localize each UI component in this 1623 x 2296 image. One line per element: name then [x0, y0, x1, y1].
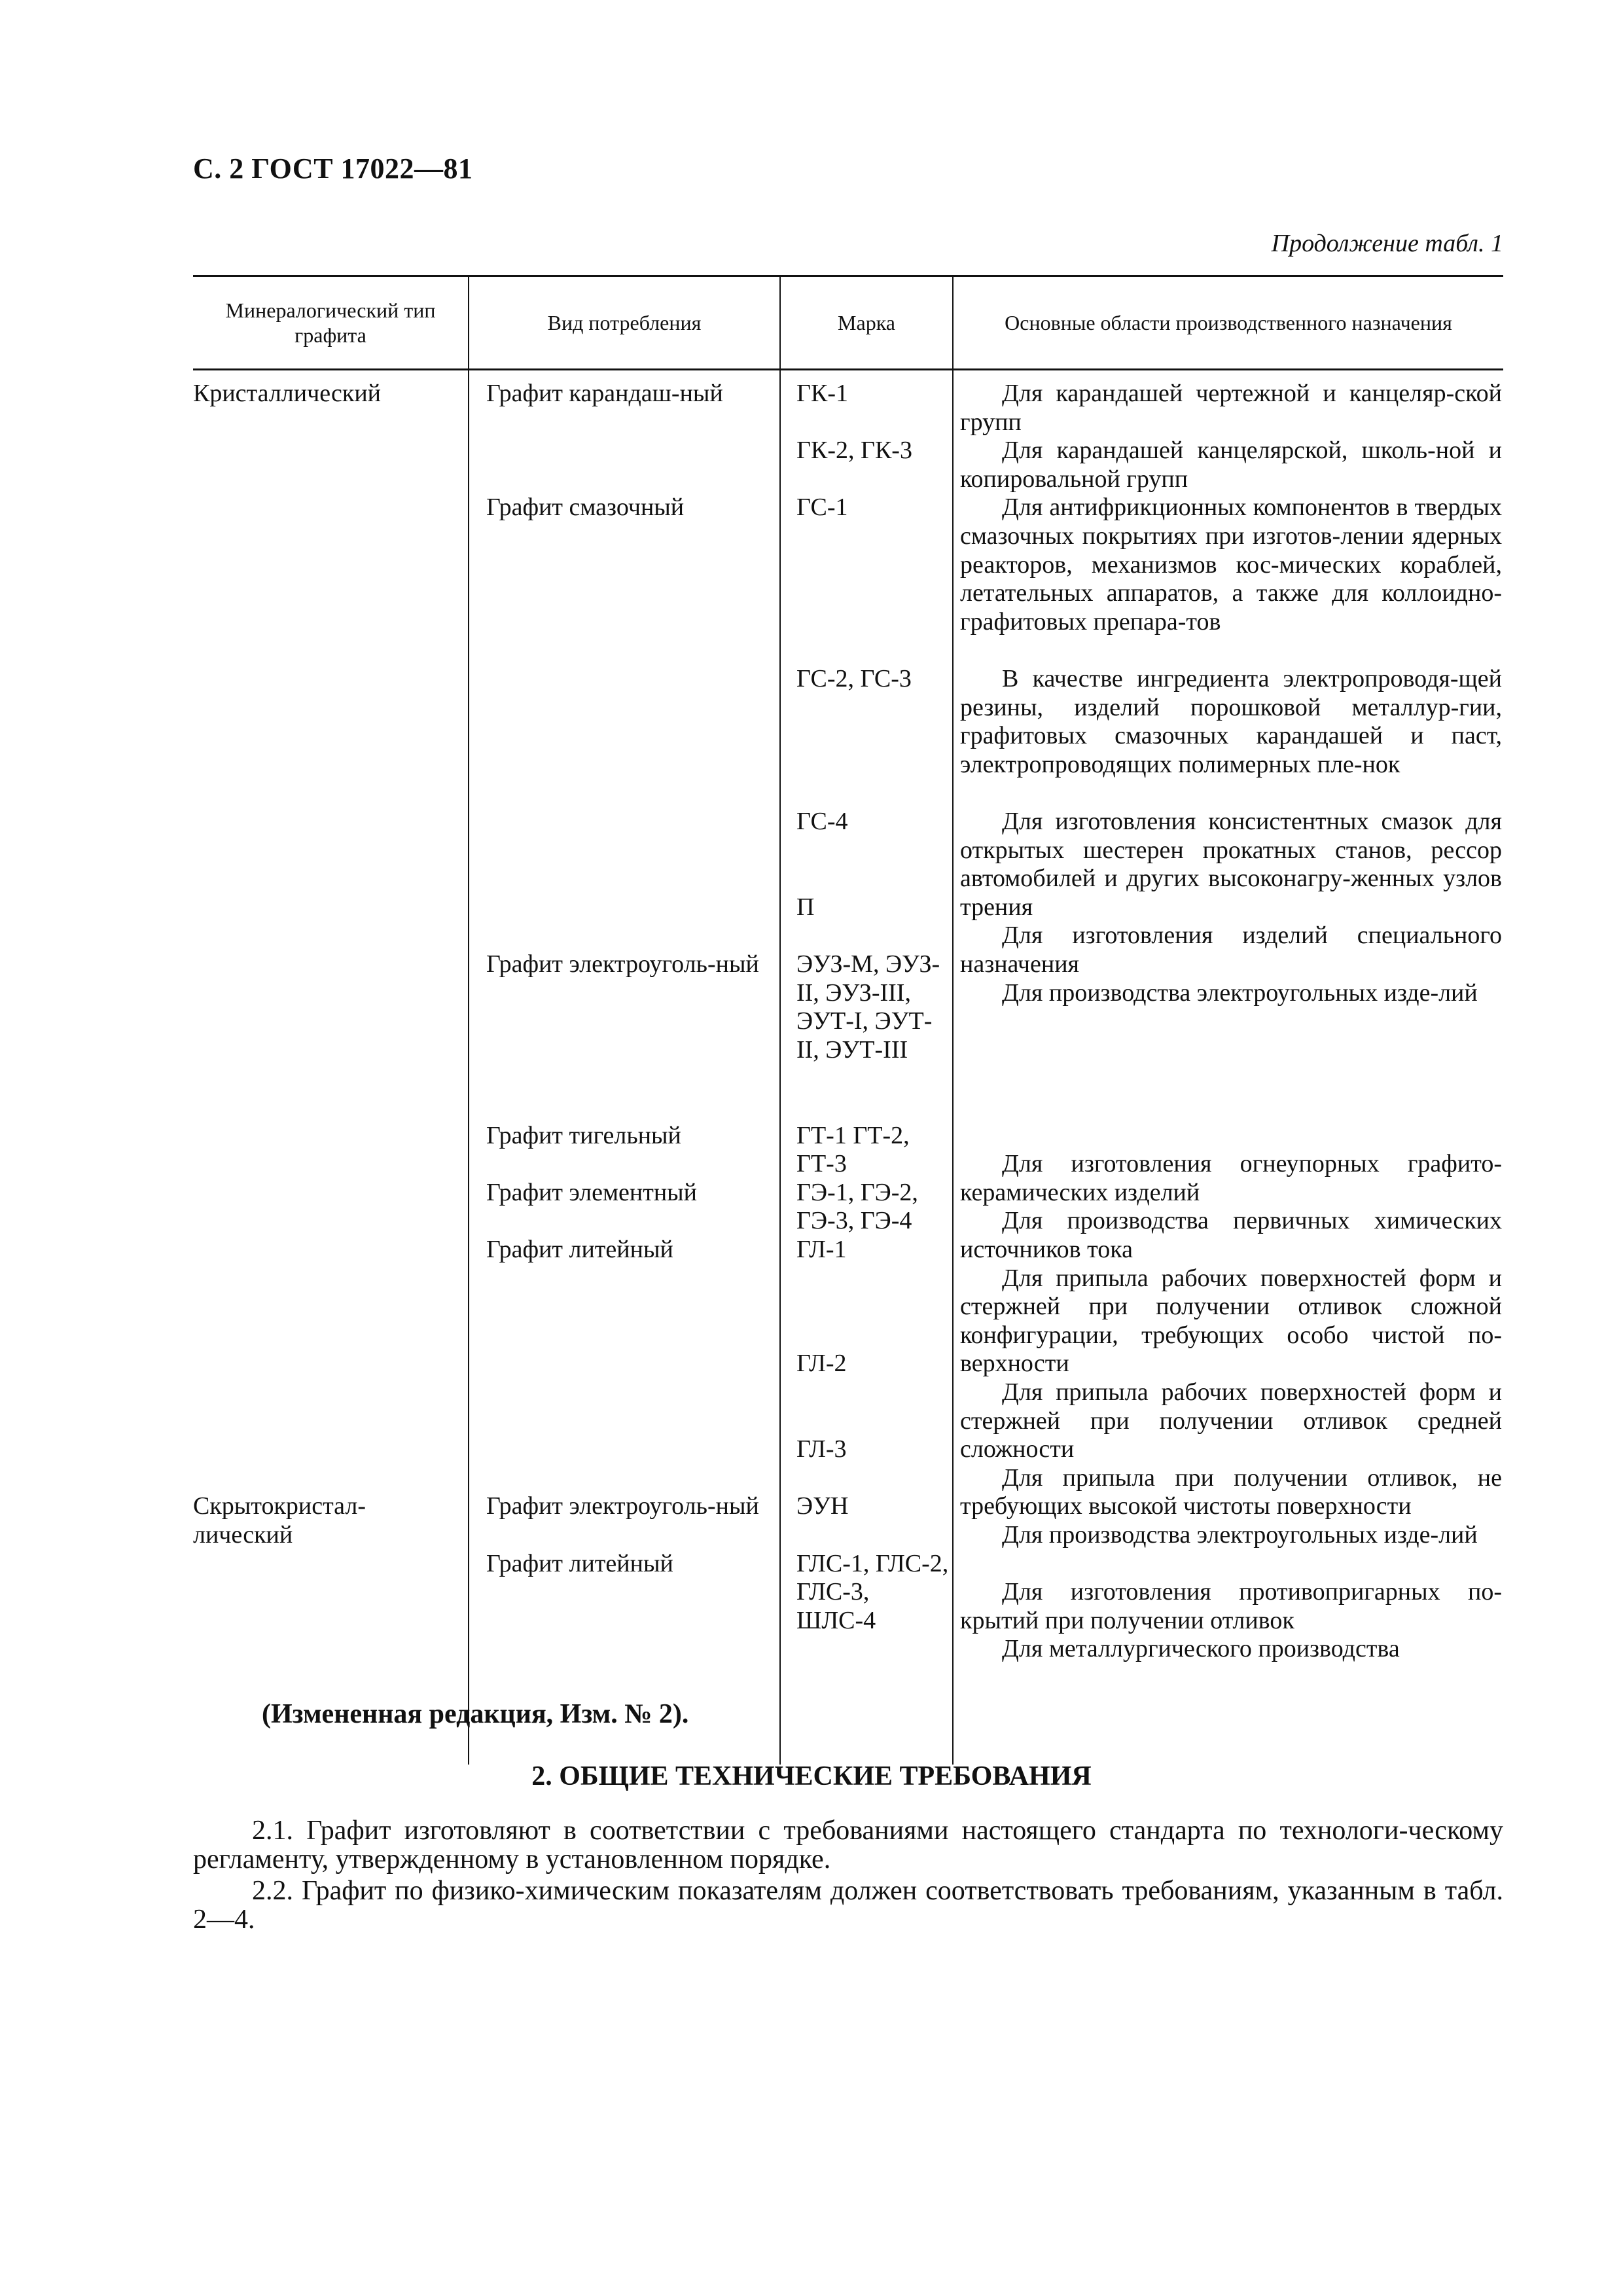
grade-cell: ГС-1 [796, 493, 848, 522]
grade-cell: ГЛ-3 [796, 1435, 847, 1463]
grade-cell: ГТ-1 ГТ-2, ГТ-3 [796, 1121, 910, 1178]
graphite-table [193, 275, 1503, 1765]
consumption-type-cell: Графит литейный [486, 1549, 673, 1577]
application-cell: Для производства первичных химических источников тока [960, 1207, 1502, 1263]
grade-cell: ГЛ-1 [796, 1236, 847, 1263]
table-continuation-label: Продолжение табл. 1 [1271, 230, 1503, 257]
column-divider [779, 370, 781, 1765]
application-cell: Для припыла рабочих поверхностей форм и стержней при получении отливок средней сложности [960, 1378, 1502, 1463]
table-body [193, 370, 1503, 1765]
application-cell: В качестве ингредиента электропроводя-щей резины, изделий порошковой металлур-гии, графитовых смазочных карандашей и паст, электропроводящих полимерных пле-нок [960, 665, 1502, 778]
header-application-areas: Основные области производственного назначения [1005, 311, 1452, 334]
consumption-type-cell: Графит элементный [486, 1178, 698, 1206]
grade-cell: П [796, 893, 815, 921]
grade-cell: ГЭ-1, ГЭ-2, ГЭ-3, ГЭ-4 [796, 1178, 918, 1235]
consumption-type-cell: Графит электроуголь-ный [486, 950, 759, 978]
consumption-type-cell: Графит литейный [486, 1236, 673, 1263]
application-cell: Для антифрикционных компонентов в твердых смазочных покрытиях при изготов-лении ядерных реакторов, механизмов кос-мических кораблей, летательных аппаратов, а также для коллоидно-графитовых препара-тов [960, 493, 1502, 636]
application-cell: Для металлургического производства [1002, 1635, 1400, 1663]
paragraph-2-1: 2.1. Графит изготовляют в соответствии с требованиями настоящего стандарта по технологи-ческому регламенту, утвержденному в установленном порядке. [193, 1816, 1503, 1874]
consumption-type-cell: Графит электроуголь-ный [486, 1492, 759, 1520]
grade-cell: ГС-4 [796, 808, 848, 835]
grade-cell: ЭУЗ-М, ЭУЗ-II, ЭУЗ-III, ЭУТ-I, ЭУТ-II, ЭУТ-III [796, 950, 940, 1064]
paragraph-2-2: 2.2. Графит по физико-химическим показателям должен соответствовать требованиям, указанным в табл. 2—4. [193, 1876, 1503, 1935]
grade-cell: ЭУН [796, 1492, 849, 1520]
table-header [193, 275, 1503, 370]
header-consumption-type: Вид потребления [547, 311, 702, 334]
application-cell: Для карандашей канцелярской, школь-ной и копировальной групп [960, 437, 1502, 493]
section-title: 2. ОБЩИЕ ТЕХНИЧЕСКИЕ ТРЕБОВАНИЯ [531, 1761, 1092, 1791]
edition-note: (Измененная редакция, Изм. № 2). [262, 1699, 689, 1729]
header-mineral-type: Минералогический тип графита [225, 298, 436, 347]
grade-cell: ГК-1 [796, 380, 848, 407]
application-cell: Для припыла при получении отливок, не требующих высокой чистоты поверхности [960, 1463, 1502, 1520]
grade-cell: ГЛ-2 [796, 1350, 847, 1378]
mineral-type-cell: Скрытокристал-лический [193, 1492, 366, 1549]
application-cell: Для изготовления огнеупорных графито-керамических изделий [960, 1150, 1502, 1206]
grade-cell: ГК-2, ГК-3 [796, 437, 912, 465]
application-cell: Для производства электроугольных изде-лий [1002, 978, 1478, 1007]
consumption-type-cell: Графит тигельный [486, 1121, 681, 1149]
consumption-type-cell: Графит смазочный [486, 493, 685, 522]
page-header: С. 2 ГОСТ 17022—81 [193, 152, 473, 185]
grade-cell: ГЛС-1, ГЛС-2, ГЛС-3, ШЛС-4 [796, 1549, 949, 1634]
column-divider [952, 370, 954, 1765]
mineral-type-cell: Кристаллический [193, 380, 382, 407]
application-cell: Для изготовления консистентных смазок для открытых шестерен прокатных станов, рессор автомобилей и других высоконагру-женных узлов трения [960, 808, 1502, 921]
application-cell: Для изготовления изделий специального назначения [960, 922, 1502, 978]
consumption-type-cell: Графит карандаш-ный [486, 380, 723, 407]
column-divider [468, 370, 469, 1765]
grade-cell: ГС-2, ГС-3 [796, 665, 912, 692]
header-grade: Марка [838, 311, 895, 334]
application-cell: Для припыла рабочих поверхностей форм и стержней при получении отливок сложной конфигурации, требующих особо чистой по-верхности [960, 1264, 1502, 1378]
application-cell: Для карандашей чертежной и канцеляр-ской групп [960, 380, 1502, 436]
application-cell: Для изготовления противопригарных по-крытий при получении отливок [960, 1578, 1502, 1634]
application-cell: Для производства электроугольных изде-лий [1002, 1521, 1478, 1549]
